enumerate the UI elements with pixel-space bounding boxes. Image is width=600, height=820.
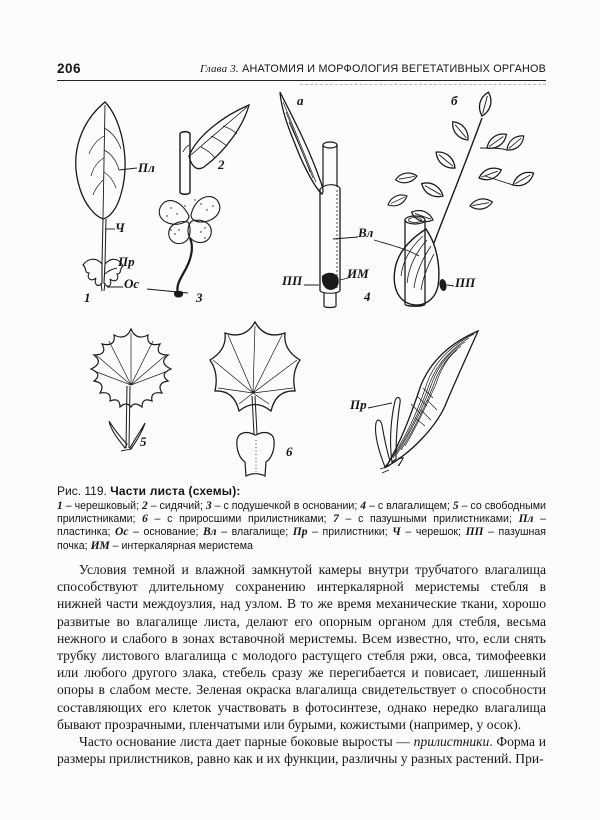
figure-caption xyxy=(57,484,546,498)
label-number-5: 5 xyxy=(140,434,147,449)
label-stipules: Пр xyxy=(118,254,135,269)
label-sheath: Вл xyxy=(358,225,374,240)
figure-caption-label: Рис. 119. xyxy=(57,484,111,498)
leaf-4b-sheath-compound-drawing xyxy=(386,91,536,306)
label-axillary-bud-1: ПП xyxy=(282,273,303,288)
label-letter-b: б xyxy=(451,93,458,108)
label-letter-a: а xyxy=(297,93,304,108)
legend-text: 1 – черешковый; 2 – сидячий; 3 – с подушечкой в основании; 4 – с влагалищем; 5 – со свободными прилистниками; 6 – с приросшими прилистниками; 7 – с пазушными прилистниками; Пл – пластинка; Ос – основание; Вл – влагалище; Пр – прилистники; Ч – черешок; ПП – пазушная почка; ИМ – интеркалярная меристема xyxy=(57,500,547,552)
label-axillary-bud-2: ПП xyxy=(455,275,476,290)
chapter-label: Глава 3. xyxy=(199,63,239,75)
figure-caption-title: Части листа (схемы): xyxy=(110,484,241,498)
figure-legend xyxy=(57,500,546,553)
label-base: Ос xyxy=(124,276,140,291)
label-number-1: 1 xyxy=(84,290,91,305)
label-meristem: ИМ xyxy=(347,266,369,281)
label-number-6: 6 xyxy=(286,444,293,459)
label-blade: Пл xyxy=(138,160,155,175)
body-paragraph-1: Условия темной и влажной замкнутой камеры внутри трубчатого влагалища способствуют длительному сохранению интеркалярной меристемы стебля в нижней части междоузлия, над узлом. В то же время механические ткани, хорошо развитые во влагалище листа, делают его опорным органом для стебля, весьма нежного и слабого в зонах вставочной меристемы. Всем известно, что, если снять трубку листового влагалища с молодого растущего стебля ржи, овса, тимофеевки или любого другого злака, стебель сразу же перегибается и повисает, лишенный опоры в слабом месте. Зеленая окраска влагалища свидетельствует о способности составляющих его клеток участвовать в фотосинтезе, однако нередко влагалища бывают прозрачными, пленчатыми или бурыми, кожистыми (например, у осок). xyxy=(57,562,546,732)
body-text xyxy=(57,561,546,767)
leaf-3-cushion-drawing xyxy=(159,196,220,297)
label-number-2: 2 xyxy=(218,157,225,172)
label-number-3: 3 xyxy=(196,290,203,305)
leaf-2-sessile-drawing xyxy=(180,105,249,194)
leaf-5-free-stipules-drawing xyxy=(91,329,171,451)
label-number-7: 7 xyxy=(397,454,404,469)
body-paragraph-2: Часто основание листа дает парные боковые выросты — прилистники. Форма и размеры прилистников, равно как и их функции, различны у разных растений. При- xyxy=(57,734,546,767)
label-number-4: 4 xyxy=(364,289,371,304)
page-number: 206 xyxy=(57,61,82,76)
label-petiole: Ч xyxy=(115,220,125,235)
leaf-7-axillary-stipules-drawing xyxy=(368,331,478,473)
label-stipules-7: Пр xyxy=(350,397,367,412)
chapter-title: АНАТОМИЯ И МОРФОЛОГИЯ ВЕГЕТАТИВНЫХ ОРГАНОВ xyxy=(238,63,546,75)
